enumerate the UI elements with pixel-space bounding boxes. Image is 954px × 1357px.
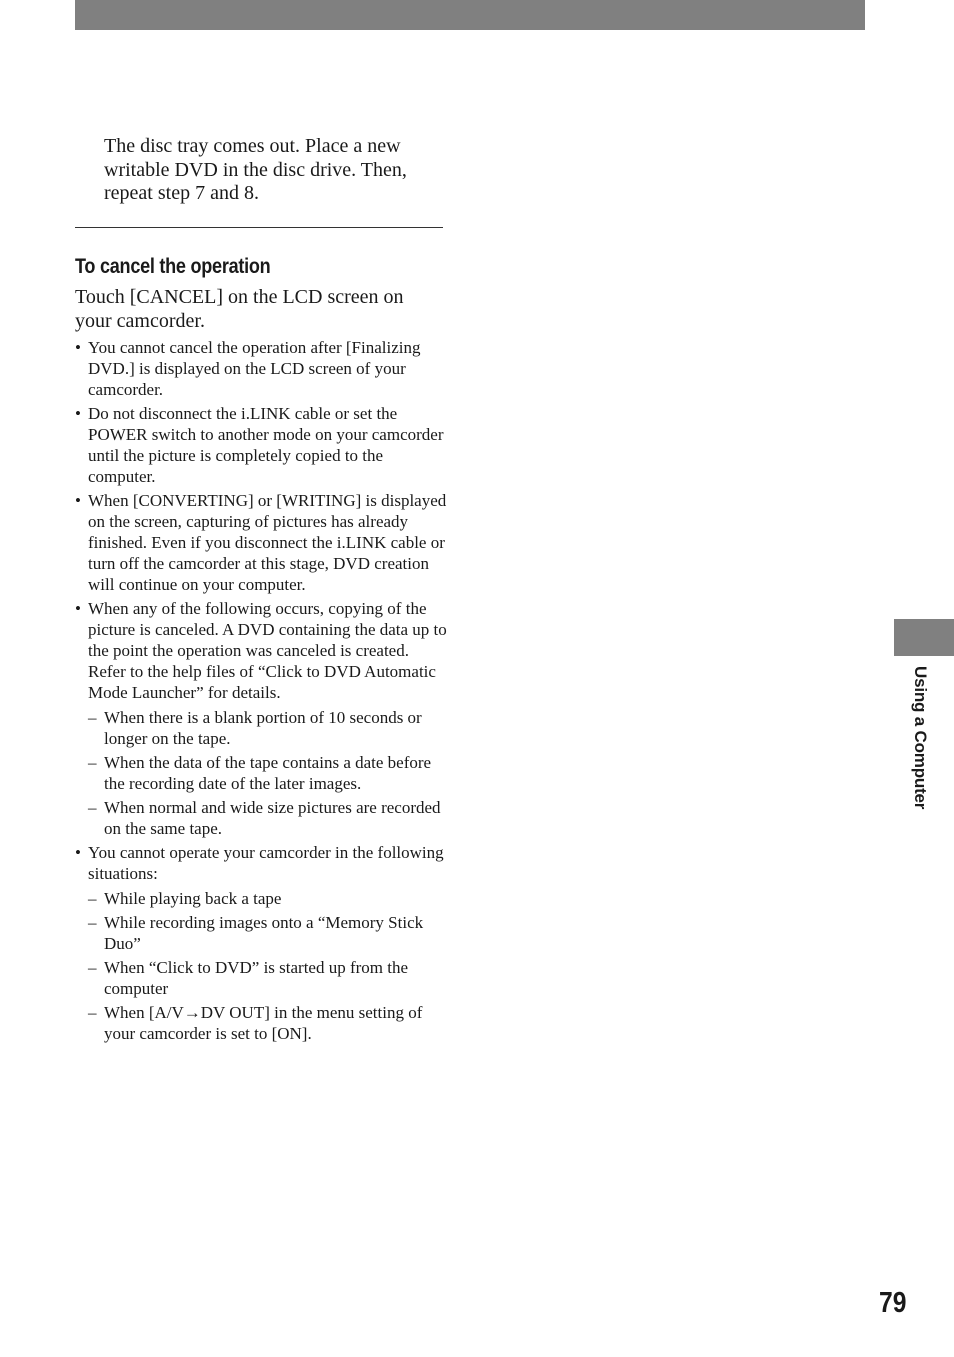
section-heading: To cancel the operation <box>75 255 271 278</box>
note-text: • When any of the following occurs, copying of the picture is canceled. A DVD containing the data up to the point the operation was canceled is created. Refer to the help files of “Click to DVD Automatic Mode Launcher” for details. <box>88 599 447 702</box>
sub-item-text: – While playing back a tape <box>104 889 282 908</box>
note-text: • When [CONVERTING] or [WRITING] is displayed on the screen, capturing of pictures has already finished. Even if you disconnect the i.LINK cable or turn off the camcorder at this stage, DVD creation will continue on your computer. <box>88 491 447 594</box>
sub-item <box>88 957 447 999</box>
sub-list <box>88 888 447 1044</box>
intro-paragraph: The disc tray comes out. Place a new writable DVD in the disc drive. Then, repeat step 7 and 8. <box>104 135 407 204</box>
chapter-tab-marker <box>894 619 954 656</box>
sub-list <box>88 707 447 839</box>
note-text: • You cannot operate your camcorder in the following situations: <box>88 843 444 883</box>
note-item <box>75 337 447 400</box>
sub-item-text: – When normal and wide size pictures are recorded on the same tape. <box>104 798 441 838</box>
note-item <box>75 598 447 839</box>
section-lead: Touch [CANCEL] on the LCD screen on your camcorder. <box>75 286 404 332</box>
sub-item <box>88 752 447 794</box>
sub-item-text: – When there is a blank portion of 10 seconds or longer on the tape. <box>104 708 422 748</box>
sub-item <box>88 1002 447 1044</box>
sub-item-text: – While recording images onto a “Memory Stick Duo” <box>104 913 424 953</box>
sub-item <box>88 888 447 909</box>
note-text: • You cannot cancel the operation after [Finalizing DVD.] is displayed on the LCD screen of your camcorder. <box>88 338 421 399</box>
section-divider <box>75 227 443 228</box>
chapter-side-label: Using a Computer <box>911 666 930 810</box>
sub-item-text: – When “Click to DVD” is started up from the computer <box>104 958 409 998</box>
note-text: • Do not disconnect the i.LINK cable or set the POWER switch to another mode on your camcorder until the picture is completely copied to the computer. <box>88 404 444 486</box>
sub-item <box>88 797 447 839</box>
note-item <box>75 403 447 487</box>
note-item <box>75 842 447 1044</box>
sub-item <box>88 912 447 954</box>
sub-item-text: – When [A/V→DV OUT] in the menu setting of your camcorder is set to [ON]. <box>104 1003 423 1043</box>
header-bar <box>75 0 865 30</box>
sub-item-text: – When the data of the tape contains a date before the recording date of the later images. <box>104 753 432 793</box>
note-item <box>75 490 447 595</box>
sub-item <box>88 707 447 749</box>
notes-list <box>75 337 447 1047</box>
page-number: 79 <box>879 1287 907 1319</box>
